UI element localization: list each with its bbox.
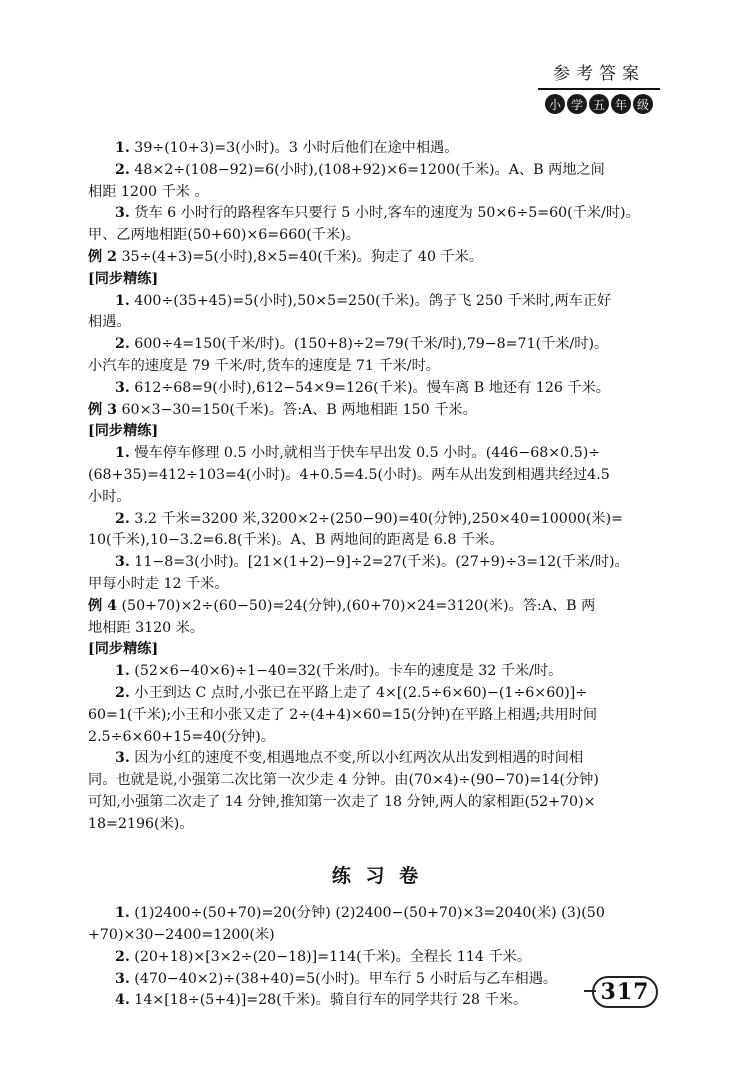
answer-text: 48×2÷(108−92)=6(小时),(108+92)×6=1200(千米)。A、B 两地之间: [134, 161, 605, 178]
answer-label: 3.: [114, 554, 130, 571]
answer-line: [88, 225, 666, 247]
answer-text: 35÷(4+3)=5(小时),8×5=40(千米)。狗走了 40 千米。: [121, 248, 484, 265]
answer-text: (52×6−40×6)÷1−40=32(千米/时)。卡车的速度是 32 千米/时。: [134, 663, 563, 680]
answer-text: 小王到达 C 点时,小张已在平路上走了 4×[(2.5÷6×60)−(1÷6×60)]÷: [134, 684, 588, 701]
answer-text: 可知,小强第二次走了 14 分钟,推知第一次走了 18 分钟,两人的家相距(52+70)×: [88, 793, 596, 810]
answer-label: 3.: [114, 205, 130, 222]
answer-line: [88, 247, 666, 269]
page-number: 317: [592, 976, 658, 1008]
grade-badge: 年: [611, 94, 631, 114]
answer-line: [88, 661, 666, 683]
answer-line: [88, 770, 666, 792]
answer-label: 1.: [114, 905, 130, 922]
answer-text: 39÷(10+3)=3(小时)。3 小时后他们在途中相遇。: [134, 140, 459, 156]
answer-text: 60×3−30=150(千米)。答:A、B 两地相距 150 千米。: [121, 401, 477, 418]
answer-text: (470−40×2)÷(38+40)=5(小时)。甲车行 5 小时后与乙车相遇。: [134, 970, 558, 987]
answer-line: [88, 748, 666, 770]
answer-text: 因为小红的速度不变,相遇地点不变,所以小红两次从出发到相遇的时间相: [134, 750, 584, 767]
answer-text: 11−8=3(小时)。[21×(1+2)−9]÷2=27(千米)。(27+9)÷3=12(千米/时)。: [134, 554, 629, 571]
answer-line: [88, 291, 666, 313]
answer-text: 60=1(千米);小王和小张又走了 2÷(4+4)×60=15(分钟)在平路上相遇;共用时间: [88, 706, 598, 723]
answer-line: [88, 574, 666, 596]
answer-line: [88, 903, 666, 925]
answer-line: [88, 487, 666, 509]
answer-line: [88, 814, 666, 836]
answer-line: [88, 925, 666, 947]
answer-label: 2.: [114, 684, 130, 701]
answer-label: 4.: [114, 992, 130, 1009]
answer-line: [88, 509, 666, 531]
answer-line: [88, 312, 666, 334]
answer-text: 慢车停车修理 0.5 小时,就相当于快车早出发 0.5 小时。(446−68×0.5)÷: [134, 445, 601, 462]
answer-text: (50+70)×2÷(60−50)=24(分钟),(60+70)×24=3120(米)。答:A、B 两: [121, 597, 596, 614]
answer-text: 400÷(35+45)=5(小时),50×5=250(千米)。鸽子飞 250 千米时,两车正好: [134, 292, 612, 309]
answer-line: [88, 639, 666, 661]
answer-text: 同。也就是说,小强第二次比第一次少走 4 分钟。由(70×4)÷(90−70)=14(分钟): [88, 772, 599, 789]
answer-line: [88, 203, 666, 225]
header-title: 参考答案: [553, 64, 645, 84]
answer-text: 地相距 3120 米。: [88, 619, 205, 636]
answer-label: 2.: [114, 336, 130, 353]
answer-text: 18=2196(米)。: [88, 815, 194, 832]
answer-line: [88, 182, 666, 204]
answer-line: [88, 465, 666, 487]
answer-label: 3.: [114, 750, 130, 767]
answer-label: 2.: [114, 510, 130, 527]
answer-text: (68+35)=412÷103=4(小时)。4+0.5=4.5(小时)。两车从出发到相遇共经过4.5: [88, 466, 610, 483]
answer-label: 1.: [114, 140, 130, 156]
grade-badges: [538, 94, 660, 114]
answer-line: [88, 530, 666, 552]
answer-text: +70)×30−2400=1200(米): [88, 927, 275, 944]
answer-line: [88, 618, 666, 640]
header-divider: [538, 88, 660, 90]
answer-text: 相距 1200 千米 。: [88, 183, 209, 200]
answer-text: (20+18)×[3×2÷(20−18)]=114(千米)。全程长 114 千米。: [134, 948, 532, 965]
answer-line: [88, 138, 666, 160]
answer-line: [88, 947, 666, 969]
answer-line: [88, 596, 666, 618]
answer-label: 3.: [114, 970, 130, 987]
answer-line: [88, 443, 666, 465]
answer-line: [88, 378, 666, 400]
answer-line: [88, 421, 666, 443]
grade-badge: 学: [567, 94, 587, 114]
answer-label: 2.: [114, 161, 130, 178]
grade-badge: 五: [589, 94, 609, 114]
answer-text: 3.2 千米=3200 米,3200×2÷(250−90)=40(分钟),250×40=10000(米)=: [134, 510, 624, 527]
answer-label: [同步精练]: [88, 270, 159, 287]
answer-text: 相遇。: [88, 314, 131, 331]
answers-practice: [88, 903, 666, 1012]
answer-text: 612÷68=9(小时),612−54×9=126(千米)。慢车离 B 地还有 126 千米。: [134, 379, 610, 396]
answer-text: 货车 6 小时行的路程客车只要行 5 小时,客车的速度为 50×6÷5=60(千米/时)。: [134, 205, 640, 222]
answer-text: 小时。: [88, 488, 131, 505]
answer-label: [同步精练]: [88, 641, 159, 658]
answer-label: 例 2: [88, 248, 117, 265]
answer-text: 甲、乙两地相距(50+60)×6=660(千米)。: [88, 227, 360, 244]
answer-label: 1.: [114, 663, 130, 680]
answer-line: [88, 269, 666, 291]
answer-text: 14×[18÷(5+4)]=28(千米)。骑自行车的同学共行 28 千米。: [134, 992, 528, 1009]
answer-text: 2.5÷6×60+15=40(分钟)。: [88, 728, 275, 745]
grade-badge: 小: [545, 94, 565, 114]
answer-text: 小汽车的速度是 79 千米/时,货车的速度是 71 千米/时。: [88, 357, 440, 374]
answer-text: 甲每小时走 12 千米。: [88, 575, 229, 592]
answer-label: [同步精练]: [88, 423, 159, 440]
answer-content: [88, 138, 666, 1012]
answer-label: 1.: [114, 292, 130, 309]
answer-line: [88, 552, 666, 574]
answer-line: [88, 705, 666, 727]
grade-badge: 级: [633, 94, 653, 114]
answer-line: [88, 969, 666, 991]
answer-text: 600÷4=150(千米/时)。(150+8)÷2=79(千米/时),79−8=71(千米/时)。: [134, 336, 609, 353]
answer-text: (1)2400÷(50+70)=20(分钟) (2)2400−(50+70)×3=2040(米) (3)(50: [134, 905, 605, 922]
answer-line: [88, 400, 666, 422]
answer-line: [88, 356, 666, 378]
answer-label: 2.: [114, 948, 130, 965]
answer-label: 例 3: [88, 401, 117, 418]
answer-line: [88, 727, 666, 749]
page-header: [538, 64, 660, 114]
answer-label: 例 4: [88, 597, 117, 614]
answer-line: [88, 160, 666, 182]
answer-label: 3.: [114, 379, 130, 396]
answers-main: [88, 138, 666, 836]
answer-label: 1.: [114, 445, 130, 462]
answer-line: [88, 990, 666, 1012]
answer-text: 10(千米),10−3.2=6.8(千米)。A、B 两地间的距离是 6.8 千米。: [88, 532, 504, 549]
practice-section-title: 练 习 卷: [331, 864, 423, 887]
answer-line: [88, 683, 666, 705]
answer-line: [88, 334, 666, 356]
answer-line: [88, 792, 666, 814]
